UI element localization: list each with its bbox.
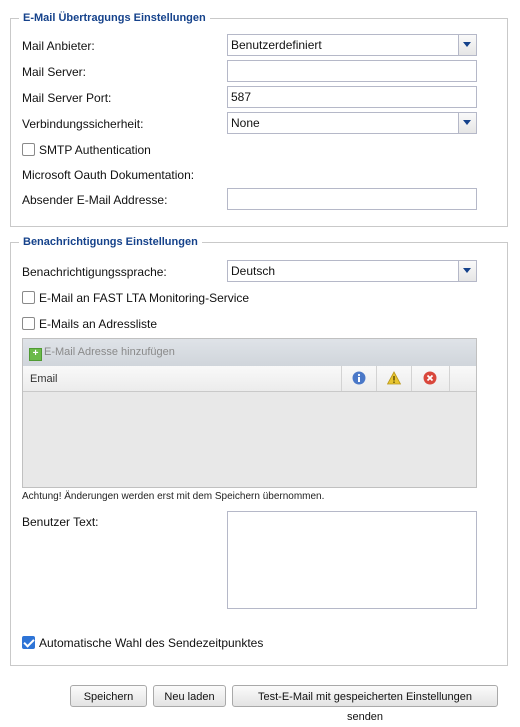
user-text-textarea[interactable] <box>227 511 477 609</box>
plus-icon: + <box>29 348 42 361</box>
warning-icon <box>387 371 401 385</box>
smtp-auth-checkbox[interactable] <box>22 143 35 156</box>
notification-language-label: Benachrichtigungssprache: <box>22 265 167 279</box>
column-header-error[interactable] <box>411 366 450 391</box>
add-email-address-button[interactable] <box>29 345 175 361</box>
send-test-mail-button[interactable]: Test-E-Mail mit gespeicherten Einstellungen senden <box>232 685 498 707</box>
email-settings-legend: E-Mail Übertragungs Einstellungen <box>19 11 210 25</box>
fast-lta-label: E-Mail an FAST LTA Monitoring-Service <box>39 291 250 305</box>
smtp-auth-label: SMTP Authentication <box>39 143 151 157</box>
column-header-email[interactable]: Email <box>30 373 58 385</box>
notification-language-select[interactable] <box>227 260 477 282</box>
notification-settings-legend: Benachrichtigungs Einstellungen <box>19 235 202 249</box>
notification-language-value: Deutsch <box>231 264 276 278</box>
connection-security-label: Verbindungssicherheit: <box>22 117 144 131</box>
sender-address-input[interactable] <box>227 188 477 210</box>
error-icon <box>423 371 437 385</box>
save-hint-text: Achtung! Änderungen werden erst mit dem Speichern übernommen. <box>22 491 325 502</box>
chevron-down-icon[interactable] <box>458 35 476 55</box>
email-settings-fieldset <box>10 12 508 227</box>
user-text-label: Benutzer Text: <box>22 515 99 529</box>
save-button[interactable]: Speichern <box>70 685 147 707</box>
sender-address-label: Absender E-Mail Addresse: <box>22 193 168 207</box>
auto-send-time-label: Automatische Wahl des Sendezeitpunktes <box>39 636 264 650</box>
fast-lta-checkbox[interactable] <box>22 291 35 304</box>
mail-server-input[interactable] <box>227 60 477 82</box>
oauth-doc-label: Microsoft Oauth Dokumentation: <box>22 168 195 182</box>
column-header-info[interactable] <box>341 366 377 391</box>
chevron-down-icon[interactable] <box>458 261 476 281</box>
column-header-warning[interactable] <box>376 366 412 391</box>
chevron-down-icon[interactable] <box>458 113 476 133</box>
mail-server-label: Mail Server: <box>22 65 87 79</box>
address-list-label: E-Mails an Adressliste <box>39 317 158 331</box>
connection-security-select[interactable] <box>227 112 477 134</box>
grid-header <box>23 366 476 392</box>
grid-toolbar <box>23 339 476 367</box>
connection-security-value: None <box>231 116 260 130</box>
mail-provider-select[interactable] <box>227 34 477 56</box>
mail-server-port-label: Mail Server Port: <box>22 91 112 105</box>
mail-provider-label: Mail Anbieter: <box>22 39 95 53</box>
add-email-address-label: E-Mail Adresse hinzufügen <box>44 346 175 358</box>
email-address-grid <box>22 338 477 488</box>
auto-send-time-checkbox[interactable] <box>22 636 35 649</box>
mail-provider-value: Benutzerdefiniert <box>231 38 322 52</box>
reload-button[interactable]: Neu laden <box>153 685 226 707</box>
address-list-checkbox[interactable] <box>22 317 35 330</box>
info-icon <box>352 371 366 385</box>
notification-settings-fieldset <box>10 236 508 666</box>
column-header-spacer <box>449 366 477 391</box>
mail-server-port-input[interactable]: 587 <box>227 86 477 108</box>
